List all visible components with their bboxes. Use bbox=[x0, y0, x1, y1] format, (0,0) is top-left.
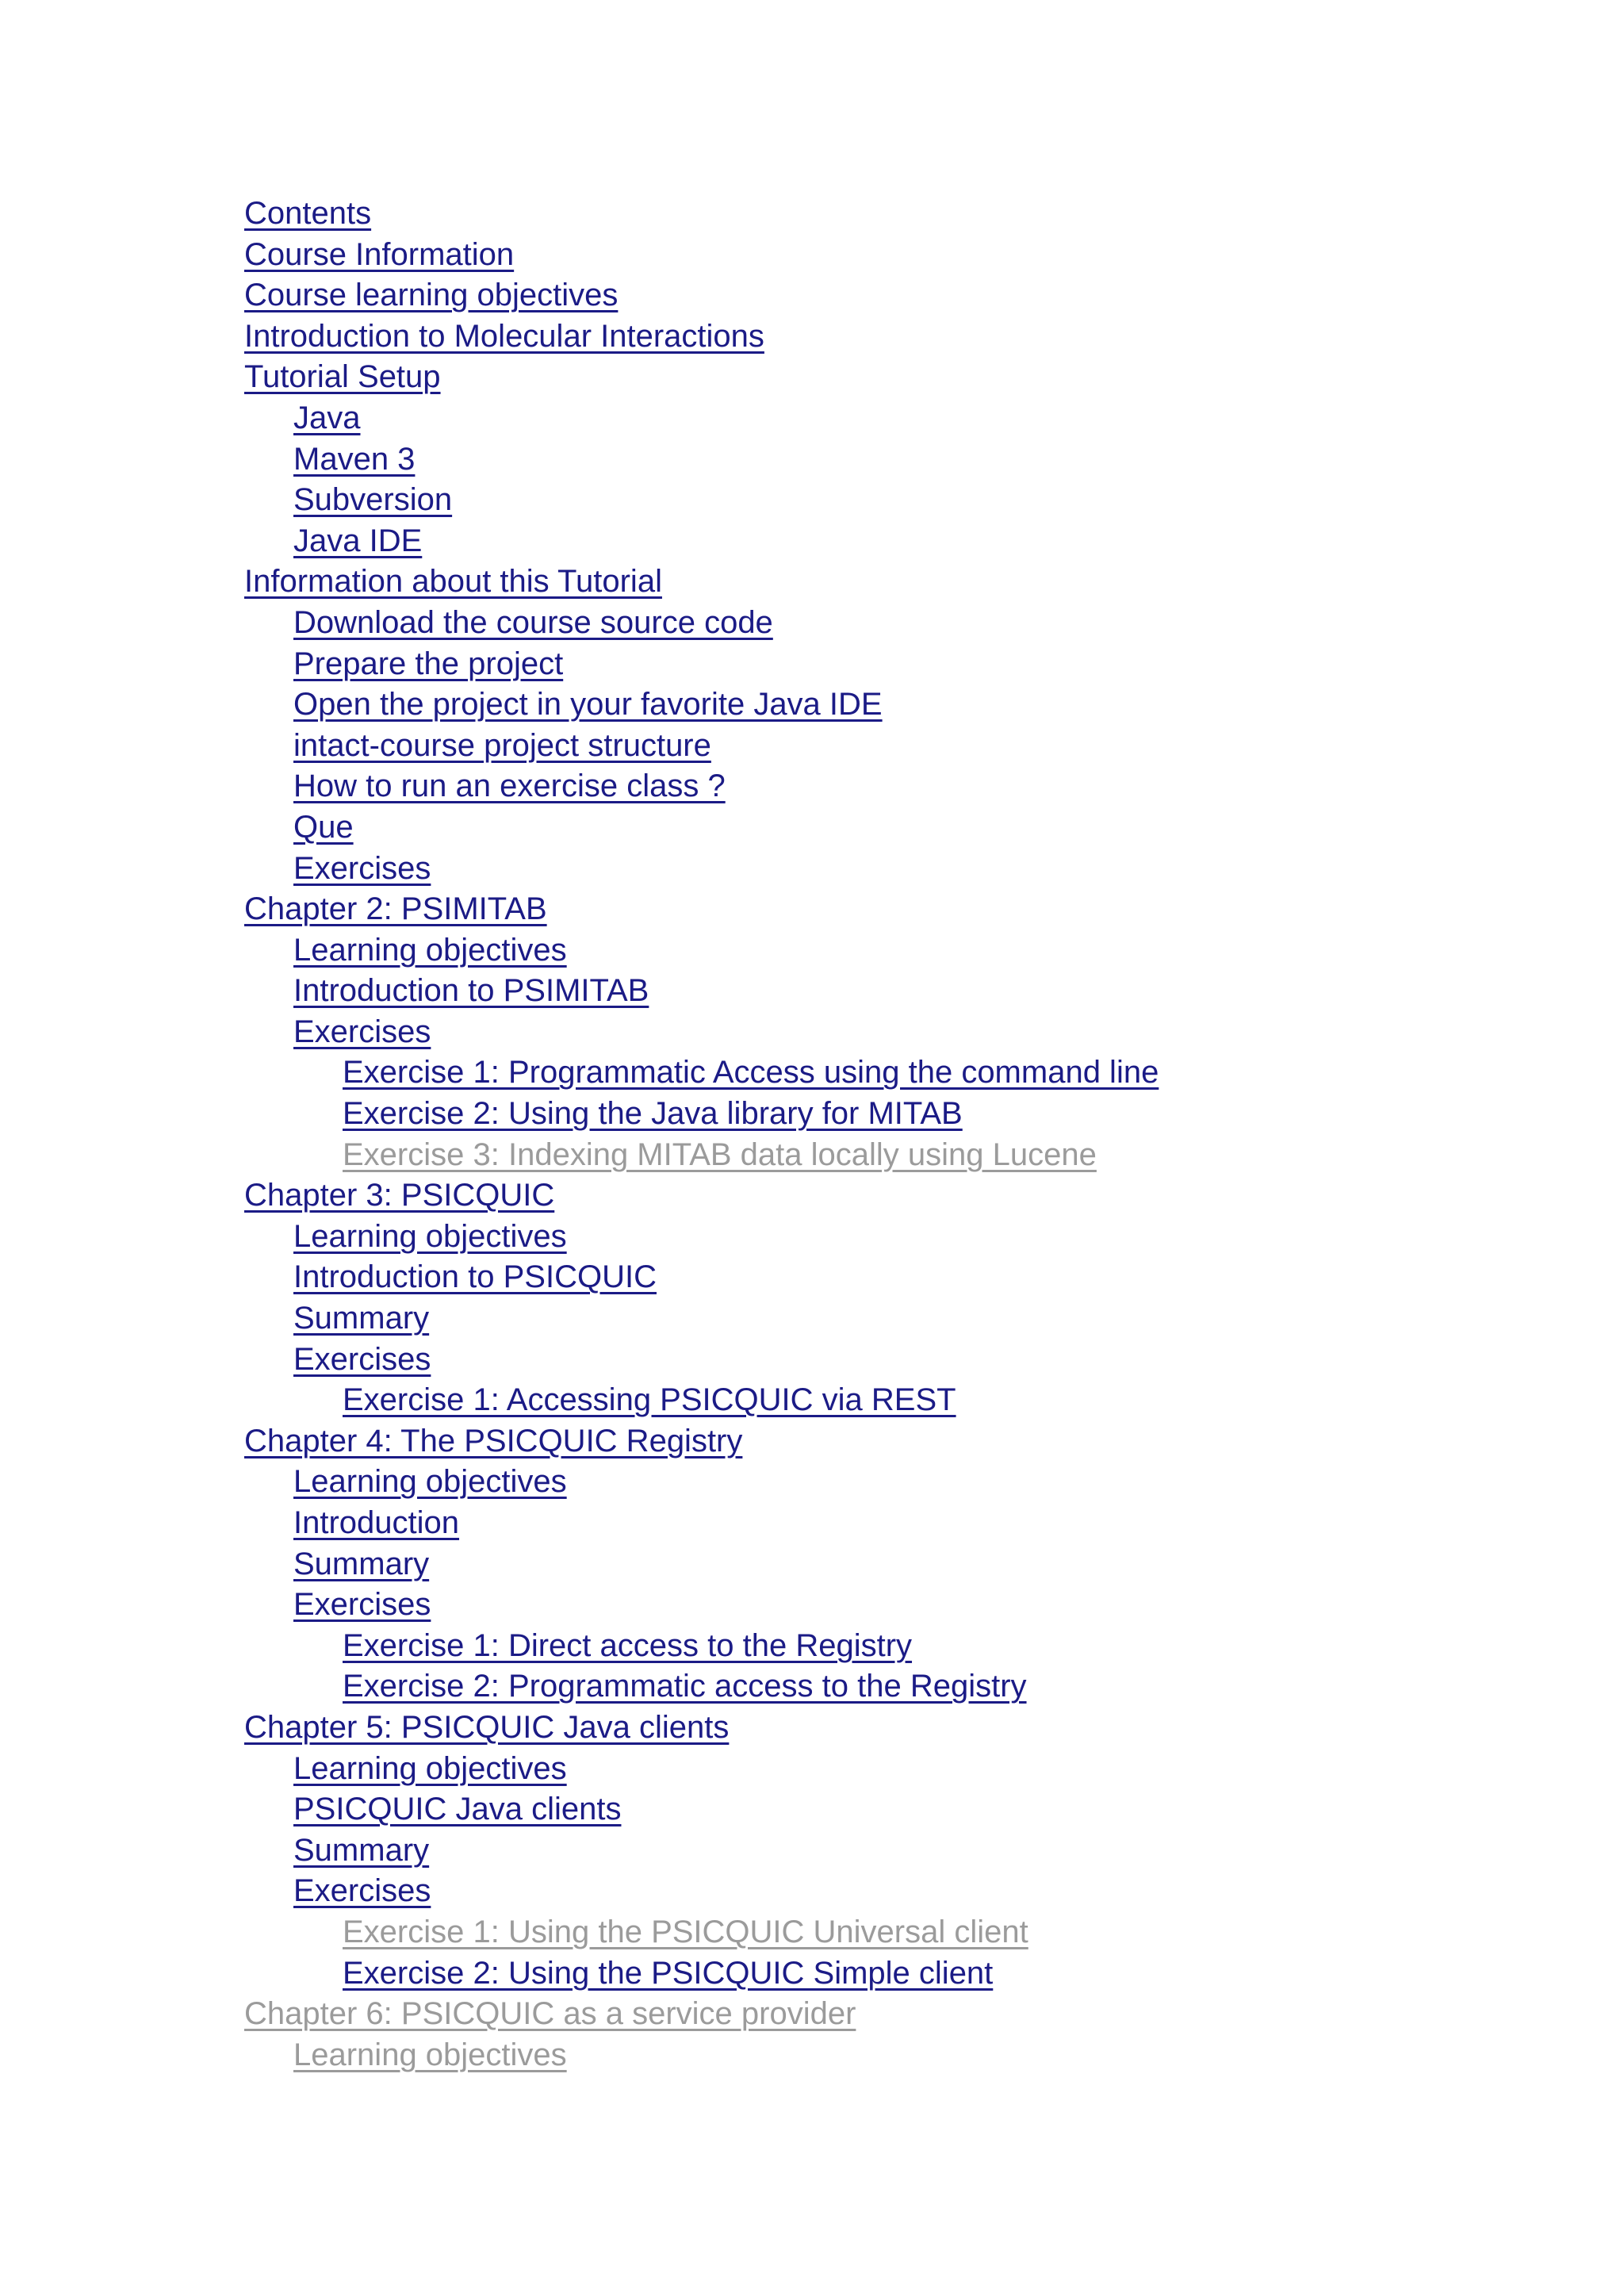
toc-entry bbox=[244, 1135, 1159, 1176]
toc-entry bbox=[244, 1912, 1159, 1953]
toc-entry bbox=[244, 1626, 1159, 1667]
toc-link[interactable]: Java bbox=[293, 400, 361, 435]
toc-entry bbox=[244, 521, 1159, 562]
toc-entry bbox=[244, 603, 1159, 644]
toc-entry bbox=[244, 1421, 1159, 1462]
toc-entry bbox=[244, 439, 1159, 481]
toc-link[interactable]: Introduction to PSIMITAB bbox=[293, 973, 649, 1009]
toc-entry bbox=[244, 398, 1159, 439]
toc-link[interactable]: Summary bbox=[293, 1301, 430, 1336]
toc-entry bbox=[244, 1052, 1159, 1094]
toc-entry bbox=[244, 1544, 1159, 1585]
toc-entry bbox=[244, 1462, 1159, 1503]
toc-entry bbox=[244, 1503, 1159, 1544]
toc-entry bbox=[244, 2035, 1159, 2076]
toc-link[interactable]: intact-course project structure bbox=[293, 727, 711, 763]
toc-link[interactable]: Open the project in your favorite Java IDE bbox=[293, 687, 883, 723]
toc-link[interactable]: Chapter 6: PSICQUIC as a service provider bbox=[244, 1996, 856, 2032]
toc-link[interactable]: Course Information bbox=[244, 236, 515, 272]
toc-entry bbox=[244, 766, 1159, 807]
toc-link[interactable]: Learning objectives bbox=[293, 2037, 567, 2072]
toc-link[interactable]: Course learning objectives bbox=[244, 278, 619, 313]
toc-entry bbox=[244, 1708, 1159, 1749]
toc-link[interactable]: Exercises bbox=[293, 1014, 431, 1049]
toc-entry bbox=[244, 1094, 1159, 1135]
toc-entry bbox=[244, 1585, 1159, 1626]
toc-link[interactable]: Learning objectives bbox=[293, 1464, 567, 1500]
toc-link[interactable]: Chapter 5: PSICQUIC Java clients bbox=[244, 1709, 730, 1745]
toc-entry bbox=[244, 1749, 1159, 1790]
toc-link[interactable]: Learning objectives bbox=[293, 1218, 567, 1254]
toc-entry bbox=[244, 1257, 1159, 1298]
toc-link[interactable]: Chapter 3: PSICQUIC bbox=[244, 1178, 555, 1213]
toc-entry bbox=[244, 1217, 1159, 1258]
toc-link[interactable]: Chapter 2: PSIMITAB bbox=[244, 891, 547, 927]
toc-entry bbox=[244, 1994, 1159, 2035]
toc-entry bbox=[244, 1871, 1159, 1912]
toc-link[interactable]: Summary bbox=[293, 1832, 430, 1868]
toc-link[interactable]: Exercise 2: Using the PSICQUIC Simple client bbox=[343, 1955, 994, 1991]
toc-entry bbox=[244, 562, 1159, 603]
toc-link[interactable]: Exercise 1: Using the PSICQUIC Universal client bbox=[343, 1914, 1028, 1949]
toc-link[interactable]: Learning objectives bbox=[293, 1750, 567, 1786]
toc-link[interactable]: PSICQUIC Java clients bbox=[293, 1792, 622, 1827]
toc-entry bbox=[244, 971, 1159, 1012]
toc-entry bbox=[244, 235, 1159, 276]
toc-link[interactable]: Introduction bbox=[293, 1505, 460, 1540]
toc-link[interactable]: Chapter 4: The PSICQUIC Registry bbox=[244, 1423, 743, 1458]
toc-link[interactable]: Download the course source code bbox=[293, 604, 773, 640]
toc-link[interactable]: Tutorial Setup bbox=[244, 359, 441, 395]
toc-link[interactable]: How to run an exercise class ? bbox=[293, 769, 726, 804]
toc-link[interactable]: Summary bbox=[293, 1546, 430, 1581]
toc-entry bbox=[244, 1175, 1159, 1217]
toc-entry bbox=[244, 1298, 1159, 1340]
toc-entry bbox=[244, 357, 1159, 398]
toc-entry bbox=[244, 644, 1159, 685]
toc-link[interactable]: Exercise 1: Direct access to the Registry bbox=[343, 1627, 913, 1663]
toc-link[interactable]: Introduction to Molecular Interactions bbox=[244, 318, 764, 354]
toc-entry bbox=[244, 1666, 1159, 1708]
toc-entry bbox=[244, 194, 1159, 235]
toc-link[interactable]: Exercise 2: Using the Java library for MITAB bbox=[343, 1096, 963, 1132]
toc-entry bbox=[244, 807, 1159, 849]
toc-link[interactable]: Java IDE bbox=[293, 523, 423, 558]
toc-entry bbox=[244, 1012, 1159, 1053]
toc-link[interactable]: Learning objectives bbox=[293, 932, 567, 968]
toc-entry bbox=[244, 1340, 1159, 1381]
toc-link[interactable]: Que bbox=[293, 809, 354, 845]
toc-entry bbox=[244, 275, 1159, 316]
toc-entry bbox=[244, 930, 1159, 972]
toc-link[interactable]: Exercise 3: Indexing MITAB data locally using Lucene bbox=[343, 1137, 1097, 1172]
toc-entry bbox=[244, 316, 1159, 358]
toc-link[interactable]: Introduction to PSICQUIC bbox=[293, 1259, 657, 1295]
toc-entry bbox=[244, 889, 1159, 930]
toc-link[interactable]: Contents bbox=[244, 196, 372, 231]
toc-entry bbox=[244, 684, 1159, 726]
toc-link[interactable]: Exercise 1: Accessing PSICQUIC via REST bbox=[343, 1382, 956, 1418]
toc-entry bbox=[244, 1953, 1159, 1995]
table-of-contents bbox=[244, 194, 1159, 2076]
toc-link[interactable]: Exercises bbox=[293, 850, 431, 886]
toc-entry bbox=[244, 849, 1159, 890]
toc-entry bbox=[244, 1380, 1159, 1421]
toc-link[interactable]: Subversion bbox=[293, 482, 453, 518]
toc-link[interactable]: Information about this Tutorial bbox=[244, 564, 662, 600]
toc-link[interactable]: Maven 3 bbox=[293, 441, 416, 477]
toc-link[interactable]: Prepare the project bbox=[293, 646, 564, 681]
toc-entry bbox=[244, 1830, 1159, 1872]
toc-link[interactable]: Exercise 2: Programmatic access to the Registry bbox=[343, 1669, 1027, 1704]
toc-entry bbox=[244, 726, 1159, 767]
toc-link[interactable]: Exercise 1: Programmatic Access using the command line bbox=[343, 1055, 1159, 1091]
toc-link[interactable]: Exercises bbox=[293, 1873, 431, 1909]
toc-entry bbox=[244, 480, 1159, 521]
toc-link[interactable]: Exercises bbox=[293, 1341, 431, 1377]
toc-entry bbox=[244, 1789, 1159, 1830]
toc-link[interactable]: Exercises bbox=[293, 1587, 431, 1623]
